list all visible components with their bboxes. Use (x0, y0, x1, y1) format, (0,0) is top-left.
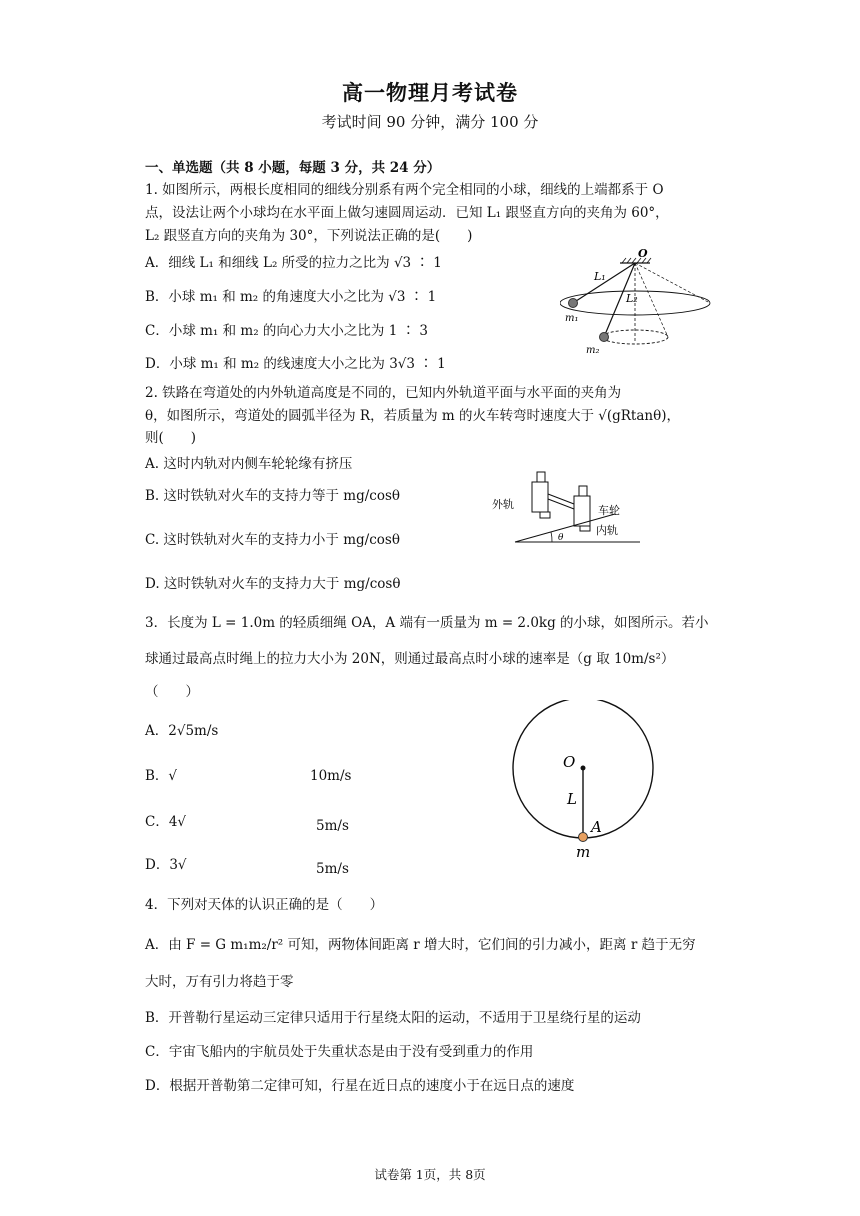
q3-line2: 球通过最高点时绳上的拉力大小为 20N，则通过最高点时小球的速率是（g 取 10m/s²） (145, 651, 675, 667)
fig-label-theta: θ (558, 533, 564, 543)
page-footer: 试卷第 1页，共 8页 (374, 1167, 486, 1182)
ball-m1 (569, 299, 578, 308)
q3-option-c-value: 5m/s (316, 818, 349, 834)
q3-vertical-circle-figure (505, 700, 665, 865)
q2-railway-figure (490, 468, 650, 546)
q2-line1: 2. 铁路在弯道处的内外轨道高度是不同的，已知内外轨道平面与水平面的夹角为 (145, 385, 622, 401)
q1-option-c: C．小球 m₁ 和 m₂ 的向心力大小之比为 1 ∶ 3 (145, 323, 428, 339)
fig-label-l: L (567, 790, 577, 808)
q1-line3: L₂ 跟竖直方向的夹角为 30°，下列说法正确的是( ) (145, 228, 473, 244)
q2-option-c: C. 这时铁轨对火车的支持力小于 mg/cosθ (145, 532, 400, 548)
q2-line2: θ，如图所示，弯道处的圆弧半径为 R，若质量为 m 的火车转弯时速度大于 √(gRtanθ)， (145, 408, 680, 424)
q2-option-a: A. 这时内轨对内侧车轮轮缘有挤压 (145, 456, 353, 472)
fig-label-o: O (638, 247, 648, 260)
q1-option-a: A．细线 L₁ 和细线 L₂ 所受的拉力之比为 √3 ∶ 1 (145, 255, 442, 271)
q3-option-a: A．2√5m/s (145, 723, 219, 739)
q4-option-d: D．根据开普勒第二定律可知，行星在近日点的速度小于在远日点的速度 (145, 1078, 575, 1094)
q3-line1: 3．长度为 L = 1.0m 的轻质细绳 OA，A 端有一质量为 m = 2.0kg 的小球，如图所示。若小 (145, 615, 709, 631)
q4-line1: 4．下列对天体的认识正确的是（ ） (145, 897, 384, 913)
q1-line1: 1. 如图所示，两根长度相同的细线分别系有两个完全相同的小球，细线的上端都系于 O (145, 182, 664, 198)
q4-option-b: B．开普勒行星运动三定律只适用于行星绕太阳的运动，不适用于卫星绕行星的运动 (145, 1010, 641, 1026)
q4-option-a-line1: A．由 F = G m₁m₂/r² 可知，两物体间距离 r 增大时，它们间的引力减小，距离 r 趋于无穷 (145, 937, 696, 953)
q4-option-c: C．宇宙飞船内的宇航员处于失重状态是由于没有受到重力的作用 (145, 1044, 534, 1060)
q1-option-d: D．小球 m₁ 和 m₂ 的线速度大小之比为 3√3 ∶ 1 (145, 356, 446, 372)
q1-option-b: B．小球 m₁ 和 m₂ 的角速度大小之比为 √3 ∶ 1 (145, 289, 437, 305)
exam-title: 高一物理月考试卷 (342, 80, 518, 105)
fig-label-l1: L₁ (594, 270, 606, 283)
fig-label-o: O (563, 753, 576, 771)
q2-option-b: B. 这时铁轨对火车的支持力等于 mg/cosθ (145, 488, 401, 504)
q2-option-d: D. 这时铁轨对火车的支持力大于 mg/cosθ (145, 576, 401, 592)
fig-label-m: m (576, 843, 591, 861)
section-heading: 一、单选题（共 8 小题，每题 3 分，共 24 分） (145, 160, 441, 176)
ball-m (579, 833, 588, 842)
fig-label-a: A (591, 818, 602, 836)
q3-line3: （ ） (145, 684, 199, 700)
q1-line2: 点，设法让两个小球均在水平面上做匀速圆周运动．已知 L₁ 跟竖直方向的夹角为 60°， (145, 205, 669, 221)
fig-label-inner-rail: 内轨 (596, 524, 618, 537)
fig-label-wheel: 车轮 (598, 504, 620, 517)
ball-m2 (600, 333, 609, 342)
fig-label-m2: m₂ (586, 345, 600, 356)
q1-conical-pendulum-figure (560, 245, 720, 360)
fig-label-m1: m₁ (565, 313, 579, 324)
fig-label-l2: L₂ (626, 292, 638, 305)
q3-option-d-value: 5m/s (316, 861, 349, 877)
q2-line3: 则( ) (145, 430, 197, 446)
q4-option-a-line2: 大时，万有引力将趋于零 (145, 974, 294, 990)
fig-label-outer-rail: 外轨 (492, 498, 514, 511)
q3-option-b-value: 10m/s (310, 768, 352, 784)
exam-subtitle: 考试时间 90 分钟，满分 100 分 (321, 113, 539, 131)
q3-option-d-label: D．3√ (145, 857, 187, 873)
q3-option-c-label: C．4√ (145, 814, 187, 830)
q3-option-b-label: B．√ (145, 768, 178, 784)
